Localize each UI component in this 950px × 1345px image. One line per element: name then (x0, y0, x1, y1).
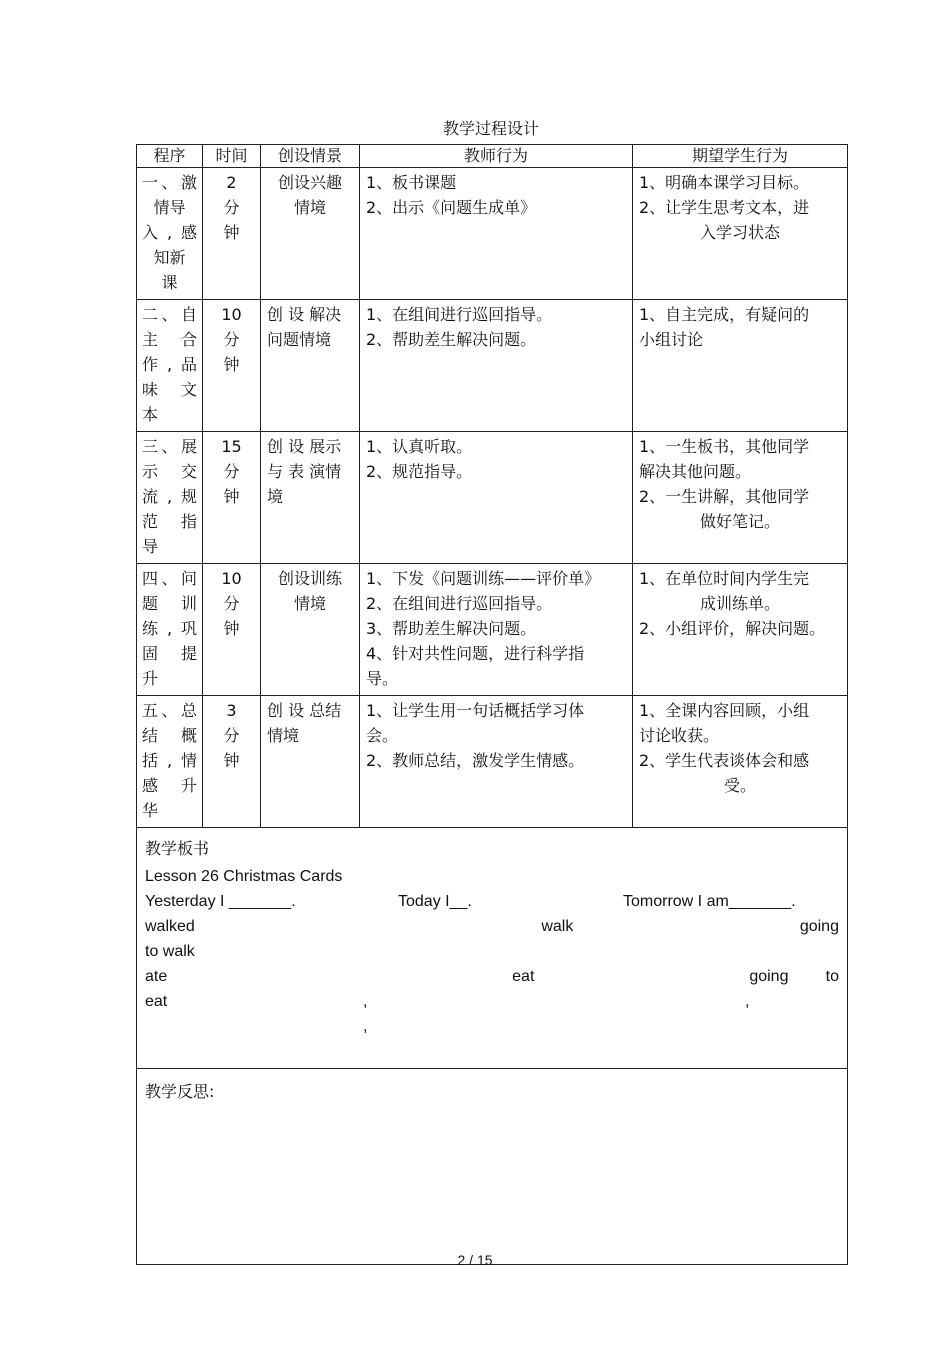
teacher-line: 会。 (366, 726, 399, 745)
board-word: walked (145, 918, 195, 935)
student-cell (633, 300, 848, 432)
step-line: 入,感 (142, 223, 197, 242)
table-row (137, 168, 848, 300)
student-line: 1、自主完成，有疑问的 (639, 305, 810, 324)
time-line: 分 (223, 198, 240, 217)
teacher-line: 导。 (366, 669, 399, 688)
table-row (137, 432, 848, 564)
scene-line: 创设兴趣 (277, 173, 342, 192)
time-line: 钟 (223, 223, 240, 242)
time-cell (203, 432, 261, 564)
time-line: 钟 (223, 355, 240, 374)
table-header-row (137, 145, 848, 168)
student-line: 1、一生板书，其他同学 (639, 437, 810, 456)
time-line: 15 (221, 437, 242, 456)
scene-line: 情境 (293, 198, 326, 217)
board-word: going (799, 918, 839, 935)
board-word: ate (145, 968, 168, 985)
page-number: 2 / 15 (457, 1252, 493, 1268)
step-line: 范 指 (142, 512, 197, 531)
step-line: 主 合 (142, 330, 197, 349)
board-lesson-title: Lesson 26 Christmas Cards (145, 868, 343, 885)
board-comma: , (363, 993, 368, 1010)
board-word: walk (541, 918, 574, 935)
time-line: 分 (223, 726, 240, 745)
scene-cell (261, 168, 360, 300)
step-line: 知新 (153, 248, 186, 267)
teaching-process-table (136, 144, 848, 1265)
teacher-line: 1、板书课题 (366, 173, 457, 192)
teacher-cell (360, 300, 633, 432)
header-cell: 教师行为 (360, 145, 633, 168)
time-line: 钟 (223, 751, 240, 770)
teacher-line: 2、在组间进行巡回指导。 (366, 594, 553, 613)
scene-line: 创设训练 (277, 569, 342, 588)
teacher-line: 2、规范指导。 (366, 462, 473, 481)
board-word: eat (512, 968, 535, 985)
board-row (137, 828, 848, 1069)
step-line: 升 (142, 669, 159, 688)
time-line: 10 (221, 305, 242, 324)
teacher-cell (360, 432, 633, 564)
step-line: 结 概 (142, 726, 197, 745)
header-cell: 创设情景 (261, 145, 360, 168)
step-line: 括,情 (142, 751, 197, 770)
scene-line: 情境 (267, 726, 300, 745)
scene-cell (261, 300, 360, 432)
step-line: 一、激 (142, 173, 197, 192)
teacher-cell (360, 168, 633, 300)
board-line-walk (145, 914, 839, 939)
student-line: 成训练单。 (699, 594, 780, 613)
scene-line: 创 设 展示 (267, 437, 342, 456)
step-line: 二、自 (142, 305, 197, 324)
board-line-eat (145, 964, 839, 989)
student-line: 入学习状态 (699, 223, 780, 242)
time-cell (203, 696, 261, 828)
student-line: 做好笔记。 (699, 512, 780, 531)
step-cell (137, 300, 203, 432)
scene-line: 创 设 总结 (267, 701, 342, 720)
reflection-label: 教学反思: (145, 1082, 215, 1101)
board-tomorrow: Tomorrow I am_______. (623, 893, 796, 910)
teacher-line: 1、下发《问题训练——评价单》 (366, 569, 601, 588)
header-cell: 程序 (137, 145, 203, 168)
board-comma: , (745, 993, 750, 1010)
step-line: 味 文 (142, 380, 197, 399)
header-cell: 时间 (203, 145, 261, 168)
student-line: 2、一生讲解，其他同学 (639, 487, 810, 506)
board-comma: , (363, 1018, 368, 1035)
scene-cell (261, 432, 360, 564)
teacher-line: 1、在组间进行巡回指导。 (366, 305, 553, 324)
step-cell (137, 564, 203, 696)
reflection-cell (137, 1069, 848, 1265)
step-line: 课 (161, 273, 178, 292)
student-line: 2、学生代表谈体会和感 (639, 751, 810, 770)
reflection-row (137, 1069, 848, 1265)
step-line: 三、展 (142, 437, 197, 456)
teacher-line: 1、认真听取。 (366, 437, 473, 456)
student-line: 1、在单位时间内学生完 (639, 569, 810, 588)
table-row (137, 300, 848, 432)
board-today: Today I__. (398, 893, 472, 910)
teacher-line: 1、让学生用一句话概括学习体 (366, 701, 585, 720)
table-row (137, 564, 848, 696)
step-cell (137, 168, 203, 300)
time-line: 3 (226, 701, 237, 720)
teacher-line: 3、帮助差生解决问题。 (366, 619, 537, 638)
board-word: eat (145, 993, 168, 1010)
scene-line: 问题情境 (267, 330, 332, 349)
step-line: 作,品 (142, 355, 197, 374)
page-title: 教学过程设计 (442, 119, 539, 138)
student-cell (633, 564, 848, 696)
board-line-eat-end (145, 989, 839, 1014)
board-yesterday: Yesterday I _______. (145, 893, 296, 910)
step-line: 流,规 (142, 487, 197, 506)
student-cell (633, 432, 848, 564)
step-line: 四、问 (142, 569, 197, 588)
step-line: 示 交 (142, 462, 197, 481)
board-line-to-walk: to walk (145, 943, 195, 960)
student-line: 小组讨论 (639, 330, 704, 349)
board-cell (137, 828, 848, 1069)
student-line: 1、全课内容回顾，小组 (639, 701, 810, 720)
header-cell: 期望学生行为 (633, 145, 848, 168)
teacher-line: 2、教师总结，激发学生情感。 (366, 751, 585, 770)
teacher-line: 2、帮助差生解决问题。 (366, 330, 537, 349)
student-cell (633, 696, 848, 828)
time-cell (203, 300, 261, 432)
board-word: to (825, 968, 839, 985)
teacher-cell (360, 564, 633, 696)
student-line: 2、小组评价，解决问题。 (639, 619, 826, 638)
step-line: 五、总 (142, 701, 197, 720)
time-line: 钟 (223, 619, 240, 638)
step-line: 练,巩 (142, 619, 197, 638)
table-row (137, 696, 848, 828)
step-line: 固 提 (142, 644, 197, 663)
scene-cell (261, 564, 360, 696)
scene-line: 创 设 解决 (267, 305, 342, 324)
time-cell (203, 168, 261, 300)
step-line: 华 (142, 801, 159, 820)
time-line: 分 (223, 330, 240, 349)
step-line: 导 (142, 537, 159, 556)
time-line: 10 (221, 569, 242, 588)
teacher-cell (360, 696, 633, 828)
step-line: 题 训 (142, 594, 197, 613)
teacher-line: 4、针对共性问题，进行科学指 (366, 644, 585, 663)
step-cell (137, 696, 203, 828)
board-label: 教学板书 (145, 839, 210, 858)
student-line: 解决其他问题。 (639, 462, 752, 481)
time-line: 2 (226, 173, 237, 192)
time-cell (203, 564, 261, 696)
time-line: 分 (223, 594, 240, 613)
board-line-tenses (145, 889, 839, 914)
step-line: 情导 (153, 198, 186, 217)
scene-line: 境 (267, 487, 284, 506)
step-line: 本 (142, 405, 159, 424)
student-line: 1、明确本课学习目标。 (639, 173, 810, 192)
time-line: 分 (223, 462, 240, 481)
step-cell (137, 432, 203, 564)
teacher-line: 2、出示《问题生成单》 (366, 198, 537, 217)
board-line-comma (145, 1014, 839, 1039)
board-word: going (749, 968, 789, 985)
step-line: 感 升 (142, 776, 197, 795)
student-line: 讨论收获。 (639, 726, 720, 745)
student-cell (633, 168, 848, 300)
scene-line: 情境 (293, 594, 326, 613)
scene-cell (261, 696, 360, 828)
student-line: 2、让学生思考文本，进 (639, 198, 810, 217)
time-line: 钟 (223, 487, 240, 506)
scene-line: 与 表 演情 (267, 462, 342, 481)
student-line: 受。 (723, 776, 756, 795)
